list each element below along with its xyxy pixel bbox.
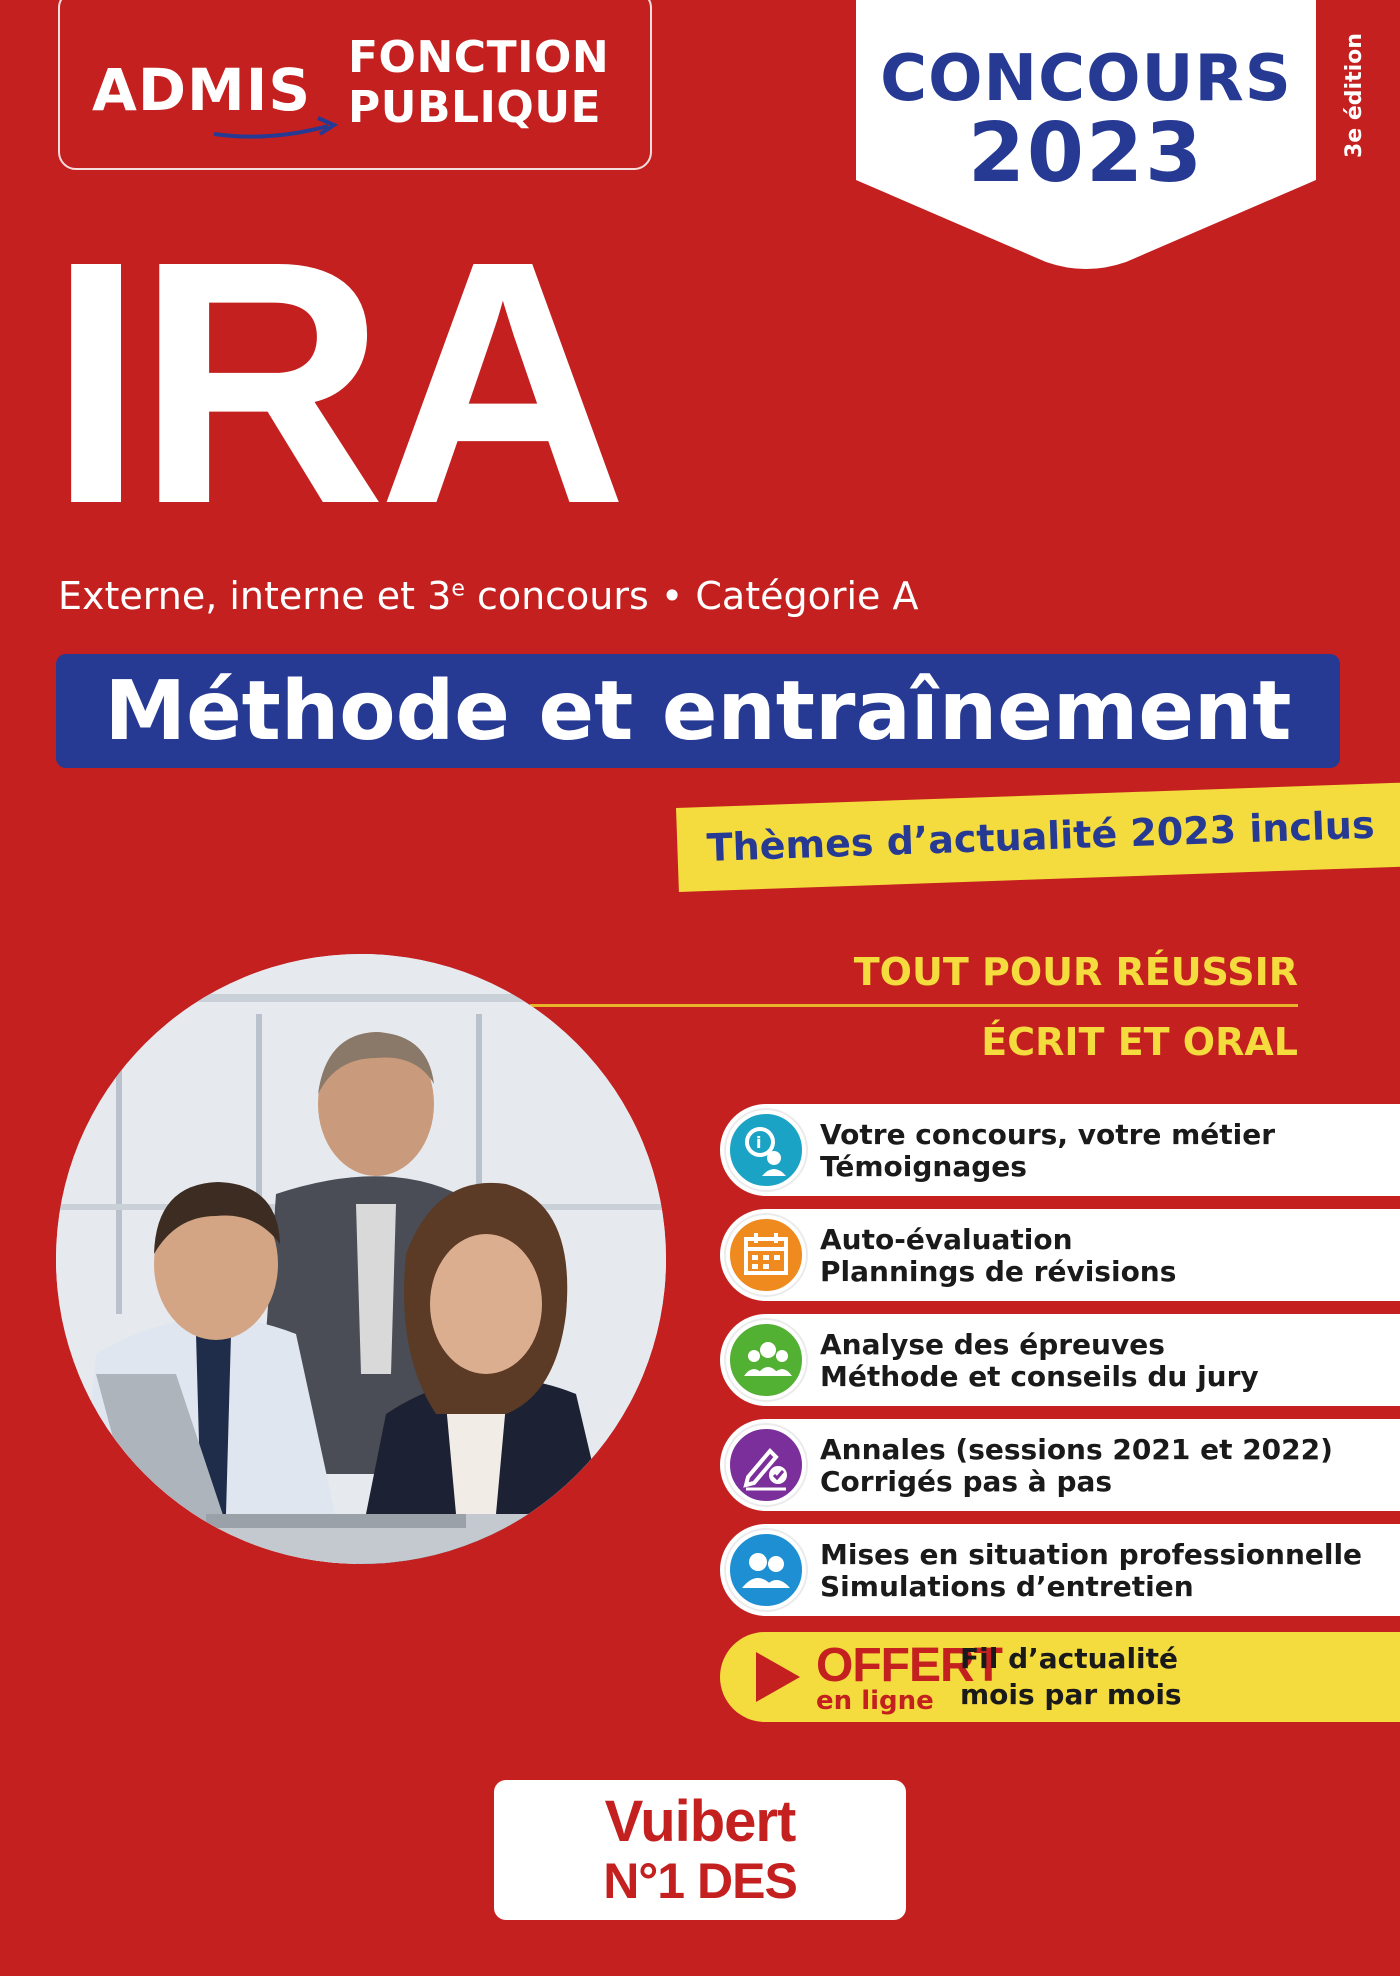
feature-title: Analyse des épreuves xyxy=(820,1328,1165,1361)
brand-fonction: FONCTION xyxy=(348,32,610,83)
offer-banner xyxy=(720,1632,1400,1722)
group-icon xyxy=(726,1320,806,1400)
publisher-name: Vuibert xyxy=(604,1789,796,1854)
edition-label: 3e édition xyxy=(1342,33,1367,158)
themes-text: Thèmes d’actualité 2023 inclus xyxy=(706,802,1376,870)
book-title: IRA xyxy=(48,190,620,576)
offer-online-label: en ligne xyxy=(816,1686,934,1716)
feature-item-annales xyxy=(720,1419,1400,1511)
feature-item-analyse xyxy=(720,1314,1400,1406)
book-subtitle: Externe, interne et 3e concours • Catégorie A xyxy=(58,574,919,618)
feature-title: Votre concours, votre métier xyxy=(820,1118,1276,1151)
brand-admis: ADMIS xyxy=(92,56,312,124)
offer-subtitle: mois par mois xyxy=(960,1678,1182,1711)
pen-check-icon xyxy=(726,1425,806,1505)
tagline-line-2: ÉCRIT ET ORAL xyxy=(981,1020,1298,1064)
feature-subtitle: Méthode et conseils du jury xyxy=(820,1360,1259,1393)
feature-item-metier xyxy=(720,1104,1400,1196)
concours-year: 2023 xyxy=(967,106,1205,201)
info-person-icon xyxy=(726,1110,806,1190)
feature-subtitle: Plannings de révisions xyxy=(820,1255,1177,1288)
play-icon xyxy=(744,1646,806,1708)
brand-publique: PUBLIQUE xyxy=(348,82,602,133)
tagline-line-1: TOUT POUR RÉUSSIR xyxy=(853,950,1298,994)
feature-title: Auto-évaluation xyxy=(820,1223,1073,1256)
swoosh-arrow-icon xyxy=(210,112,340,142)
office-team-illustration xyxy=(56,954,666,1564)
feature-subtitle: Témoignages xyxy=(820,1150,1027,1183)
svg-text:i: i xyxy=(756,1133,762,1152)
tagline-divider xyxy=(530,1004,1298,1007)
offer-title: Fil d’actualité xyxy=(960,1642,1179,1675)
offer-label: OFFERT xyxy=(816,1639,1002,1692)
publisher-rank: N°1 DES CONCOURS xyxy=(558,1853,842,1967)
cover-photo xyxy=(56,954,666,1564)
feature-title: Annales (sessions 2021 et 2022) xyxy=(820,1433,1333,1466)
people-icon xyxy=(726,1530,806,1610)
calendar-icon xyxy=(726,1215,806,1295)
feature-item-auto-evaluation xyxy=(720,1209,1400,1301)
feature-title: Mises en situation professionnelle xyxy=(820,1538,1363,1571)
method-banner-text: Méthode et entraînement xyxy=(104,664,1292,759)
concours-label: CONCOURS xyxy=(880,42,1292,116)
feature-subtitle: Corrigés pas à pas xyxy=(820,1465,1113,1498)
feature-item-mises-en-situation xyxy=(720,1524,1400,1616)
feature-subtitle: Simulations d’entretien xyxy=(820,1570,1194,1603)
